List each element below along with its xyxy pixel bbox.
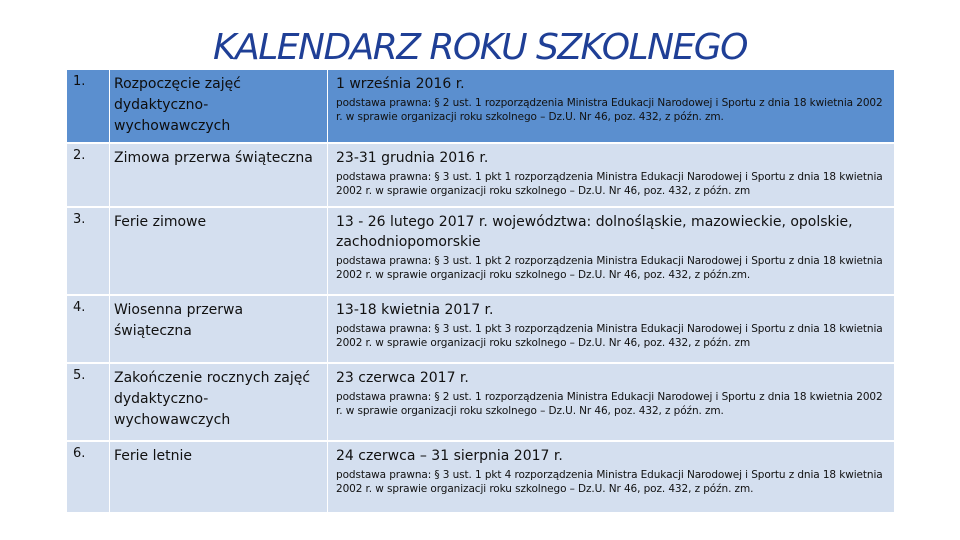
- legal-basis: podstawa prawna: § 3 ust. 1 pkt 2 rozporządzenia Ministra Edukacji Narodowej i Sportu z dnia 18 kwietnia 2002 r. w sprawie organizacji roku szkolnego – Dz.U. Nr 46, poz. 432, z późn.zm.: [336, 255, 883, 281]
- page-title: KALENDARZ ROKU SZKOLNEGO: [212, 27, 747, 68]
- table-row: [67, 208, 894, 296]
- event-name: Zakończenie rocznych zajęć dydaktyczno-wychowawczych: [110, 364, 328, 442]
- event-date: 23-31 grudnia 2016 r.: [336, 150, 489, 166]
- event-date: 23 czerwca 2017 r.: [336, 370, 469, 386]
- event-details: [328, 70, 894, 144]
- event-date: 1 września 2016 r.: [336, 76, 465, 92]
- table-row: [67, 364, 894, 442]
- event-date: 24 czerwca – 31 sierpnia 2017 r.: [336, 448, 563, 464]
- legal-basis: podstawa prawna: § 3 ust. 1 pkt 3 rozporządzenia Ministra Edukacji Narodowej i Sportu z dnia 18 kwietnia 2002 r. w sprawie organizacji roku szkolnego – Dz.U. Nr 46, poz. 432, z późn. zm: [336, 323, 883, 349]
- event-details: [328, 442, 894, 514]
- event-name: Wiosenna przerwa świąteczna: [110, 296, 328, 364]
- table-row: [67, 70, 894, 144]
- row-number: 5.: [67, 364, 110, 442]
- event-details: [328, 144, 894, 208]
- event-name: Zimowa przerwa świąteczna: [110, 144, 328, 208]
- row-number: 2.: [67, 144, 110, 208]
- table-row: [67, 144, 894, 208]
- row-number: 4.: [67, 296, 110, 364]
- event-date: 13-18 kwietnia 2017 r.: [336, 302, 494, 318]
- event-date: 13 - 26 lutego 2017 r. województwa: dolnośląskie, mazowieckie, opolskie, zachodniopomorskie: [336, 214, 853, 250]
- event-name: Rozpoczęcie zajęć dydaktyczno-wychowawczych: [110, 70, 328, 144]
- legal-basis: podstawa prawna: § 2 ust. 1 rozporządzenia Ministra Edukacji Narodowej i Sportu z dnia 18 kwietnia 2002 r. w sprawie organizacji roku szkolnego – Dz.U. Nr 46, poz. 432, z późn. zm.: [336, 391, 883, 417]
- school-calendar-table: [67, 70, 894, 514]
- event-name: Ferie letnie: [110, 442, 328, 514]
- event-name: Ferie zimowe: [110, 208, 328, 296]
- legal-basis: podstawa prawna: § 3 ust. 1 pkt 1 rozporządzenia Ministra Edukacji Narodowej i Sportu z dnia 18 kwietnia 2002 r. w sprawie organizacji roku szkolnego – Dz.U. Nr 46, poz. 432, z późn. zm: [336, 171, 883, 197]
- legal-basis: podstawa prawna: § 2 ust. 1 rozporządzenia Ministra Edukacji Narodowej i Sportu z dnia 18 kwietnia 2002 r. w sprawie organizacji roku szkolnego – Dz.U. Nr 46, poz. 432, z późn. zm.: [336, 97, 883, 123]
- row-number: 6.: [67, 442, 110, 514]
- legal-basis: podstawa prawna: § 3 ust. 1 pkt 4 rozporządzenia Ministra Edukacji Narodowej i Sportu z dnia 18 kwietnia 2002 r. w sprawie organizacji roku szkolnego – Dz.U. Nr 46, poz. 432, z późn. zm.: [336, 469, 883, 495]
- event-details: [328, 364, 894, 442]
- row-number: 1.: [67, 70, 110, 144]
- event-details: [328, 296, 894, 364]
- event-details: [328, 208, 894, 296]
- table-row: [67, 296, 894, 364]
- table-row: [67, 442, 894, 514]
- row-number: 3.: [67, 208, 110, 296]
